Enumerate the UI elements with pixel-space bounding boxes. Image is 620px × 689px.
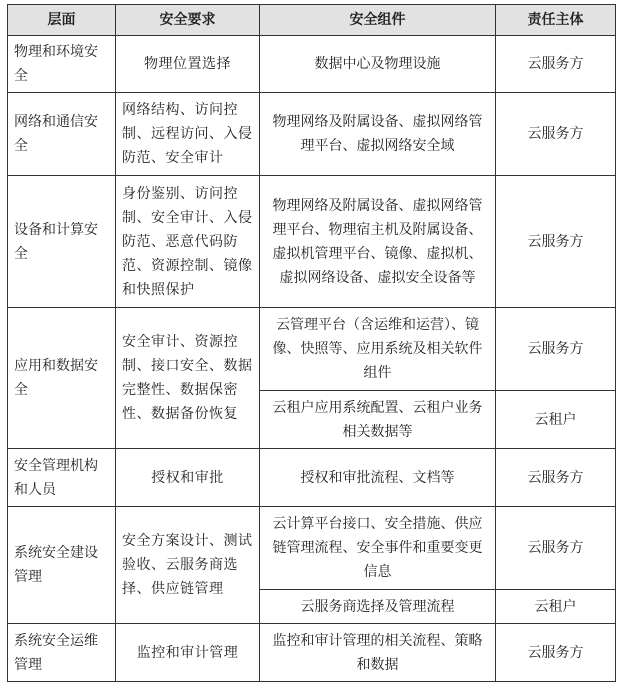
layer-cell: 应用和数据安全: [8, 308, 116, 449]
requirement-cell: 安全审计、资源控制、接口安全、数据完整性、数据保密性、数据备份恢复: [116, 308, 260, 449]
responsibility-cell: 云服务方: [496, 624, 616, 682]
header-layer: 层面: [8, 5, 116, 36]
responsibility-cell: 云服务方: [496, 449, 616, 507]
component-cell: 云服务商选择及管理流程: [260, 590, 496, 624]
layer-cell: 系统安全运维管理: [8, 624, 116, 682]
requirement-cell: 安全方案设计、测试验收、云服务商选择、供应链管理: [116, 507, 260, 624]
header-requirement: 安全要求: [116, 5, 260, 36]
table-wrapper: [7, 4, 616, 682]
security-responsibility-table: [7, 4, 616, 682]
table-row: [8, 624, 616, 682]
table-row: [8, 36, 616, 93]
table-row: [8, 308, 616, 391]
layer-cell: 网络和通信安全: [8, 93, 116, 176]
layer-cell: 安全管理机构和人员: [8, 449, 116, 507]
component-cell: 监控和审计管理的相关流程、策略和数据: [260, 624, 496, 682]
requirement-cell: 授权和审批: [116, 449, 260, 507]
requirement-cell: 物理位置选择: [116, 36, 260, 93]
component-cell: 授权和审批流程、文档等: [260, 449, 496, 507]
requirement-cell: 网络结构、访问控制、远程访问、入侵防范、安全审计: [116, 93, 260, 176]
component-cell: 物理网络及附属设备、虚拟网络管理平台、物理宿主机及附属设备、虚拟机管理平台、镜像、虚拟机、虚拟网络设备、虚拟安全设备等: [260, 176, 496, 308]
responsibility-cell: 云服务方: [496, 36, 616, 93]
responsibility-cell: 云服务方: [496, 93, 616, 176]
table-row: [8, 507, 616, 590]
component-cell: 云计算平台接口、安全措施、供应链管理流程、安全事件和重要变更信息: [260, 507, 496, 590]
component-cell: 物理网络及附属设备、虚拟网络管理平台、虚拟网络安全域: [260, 93, 496, 176]
responsibility-cell: 云服务方: [496, 308, 616, 391]
requirement-cell: 身份鉴别、访问控制、安全审计、入侵防范、恶意代码防范、资源控制、镜像和快照保护: [116, 176, 260, 308]
table-row: [8, 176, 616, 308]
requirement-cell: 监控和审计管理: [116, 624, 260, 682]
header-component: 安全组件: [260, 5, 496, 36]
header-responsibility: 责任主体: [496, 5, 616, 36]
layer-cell: 系统安全建设管理: [8, 507, 116, 624]
header-row: [8, 5, 616, 36]
table-row: [8, 449, 616, 507]
table-row: [8, 93, 616, 176]
component-cell: 数据中心及物理设施: [260, 36, 496, 93]
layer-cell: 物理和环境安全: [8, 36, 116, 93]
component-cell: 云管理平台（含运维和运营）、镜像、快照等、应用系统及相关软件组件: [260, 308, 496, 391]
responsibility-cell: 云服务方: [496, 507, 616, 590]
responsibility-cell: 云租户: [496, 391, 616, 449]
layer-cell: 设备和计算安全: [8, 176, 116, 308]
responsibility-cell: 云租户: [496, 590, 616, 624]
component-cell: 云租户应用系统配置、云租户业务相关数据等: [260, 391, 496, 449]
responsibility-cell: 云服务方: [496, 176, 616, 308]
